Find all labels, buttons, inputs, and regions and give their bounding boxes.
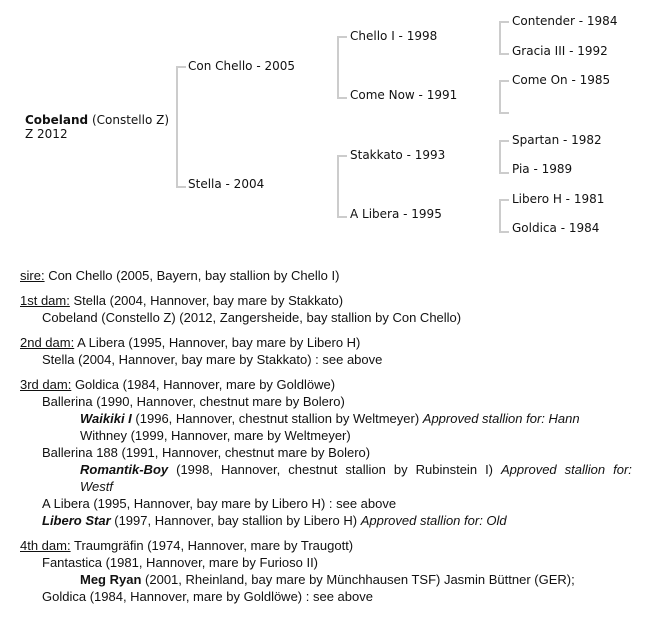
dam4-label: 4th dam:	[20, 538, 71, 553]
dam2-text: A Libera (1995, Hannover, bay mare by Libero H)	[77, 335, 361, 350]
dam3-offspring: Ballerina 188 (1991, Hannover, chestnut mare by Bolero)	[42, 445, 371, 460]
tree-dam[interactable]: Stella - 2004	[188, 177, 265, 191]
bracket-gen1	[176, 66, 186, 188]
word: (1998,	[176, 462, 213, 477]
subject-horse	[25, 113, 169, 141]
word: stallion	[345, 462, 386, 477]
dam3-offspring: Ballerina (1990, Hannover, chestnut mare by Bolero)	[42, 394, 345, 409]
approval-word: for:	[613, 462, 632, 477]
dam4-offspring: Goldica (1984, Hannover, mare by Goldlöwe) : see above	[42, 589, 373, 604]
tree-gen3-node[interactable]: Libero H - 1981	[512, 192, 605, 206]
dam3-grand-offspring	[20, 410, 660, 427]
tree-gen3-node[interactable]: Pia - 1989	[512, 162, 573, 176]
bracket-gen3-1	[499, 21, 509, 55]
offspring-details: (2001, Rheinland, bay mare by Münchhausen TSF) Jasmin Büttner (GER);	[145, 572, 575, 587]
approved-stallion-name: Romantik-Boy	[80, 462, 169, 477]
approval-note-continued: Westf	[80, 479, 113, 494]
approval-word: stallion	[564, 462, 606, 477]
sire-label: sire:	[20, 268, 45, 283]
dam4-text: Traumgräfin (1974, Hannover, mare by Traugott)	[73, 538, 354, 553]
approval-note: Approved stallion for: Old	[360, 513, 507, 528]
sire-text: Con Chello (2005, Bayern, bay stallion by Chello I)	[48, 268, 340, 283]
tree-gen2-node[interactable]: Come Now - 1991	[350, 88, 458, 102]
approval-note: Approved stallion for: Hann	[422, 411, 580, 426]
notable-horse-name: Meg Ryan	[80, 572, 142, 587]
word: chestnut	[288, 462, 338, 477]
justified-line	[80, 461, 632, 478]
approved-stallion-name: Libero Star	[42, 513, 111, 528]
dam1-offspring: Cobeland (Constello Z) (2012, Zangersheide, bay stallion by Con Chello)	[42, 310, 462, 325]
pedigree-text	[20, 267, 660, 605]
tree-gen3-node[interactable]: Gracia III - 1992	[512, 44, 608, 58]
subject-alias: (Constello Z)	[91, 113, 170, 127]
tree-sire[interactable]: Con Chello - 2005	[188, 59, 296, 73]
dam3-line	[20, 376, 660, 393]
bracket-gen3-4	[499, 199, 509, 233]
bracket-gen2-sire	[337, 36, 347, 99]
tree-gen3-node[interactable]: Goldica - 1984	[512, 221, 600, 235]
subject-name: Cobeland	[25, 113, 89, 127]
dam3-offspring: A Libera (1995, Hannover, bay mare by Libero H) : see above	[42, 496, 397, 511]
tree-gen3-node[interactable]: Spartan - 1982	[512, 133, 602, 147]
word: Rubinstein	[415, 462, 478, 477]
dam2-label: 2nd dam:	[20, 335, 75, 350]
approved-stallion-name: Waikiki I	[80, 411, 132, 426]
dam1-line	[20, 292, 660, 309]
tree-gen2-node[interactable]: Chello I - 1998	[350, 29, 438, 43]
dam4-offspring: Fantastica (1981, Hannover, mare by Furioso II)	[42, 555, 319, 570]
bracket-gen3-3	[499, 140, 509, 174]
offspring-details: (1997, Hannover, bay stallion by Libero H)	[114, 513, 358, 528]
dam3-label: 3rd dam:	[20, 377, 72, 392]
word: I)	[485, 462, 494, 477]
dam3-grand-offspring	[20, 461, 660, 478]
offspring-details: (1996, Hannover, chestnut stallion by Weltmeyer)	[135, 411, 420, 426]
dam3-grand-offspring: Withney (1999, Hannover, mare by Weltmeyer)	[80, 428, 351, 443]
dam3-text: Goldica (1984, Hannover, mare by Goldlöwe)	[74, 377, 336, 392]
dam1-text: Stella (2004, Hannover, bay mare by Stakkato)	[73, 293, 344, 308]
sire-line	[20, 267, 660, 284]
approval-word: Approved	[501, 462, 557, 477]
bracket-gen2-dam	[337, 155, 347, 218]
tree-gen3-node[interactable]: Contender - 1984	[512, 14, 618, 28]
tree-gen2-node[interactable]: A Libera - 1995	[350, 207, 442, 221]
dam4-grand-offspring	[20, 571, 660, 588]
dam3-offspring	[20, 512, 660, 529]
word: by	[393, 462, 408, 477]
tree-gen3-node[interactable]: Come On - 1985	[512, 73, 611, 87]
tree-gen2-node[interactable]: Stakkato - 1993	[350, 148, 446, 162]
subject-studbook-year: Z 2012	[25, 127, 68, 141]
bracket-gen3-2	[499, 80, 509, 114]
dam2-line	[20, 334, 660, 351]
dam2-offspring: Stella (2004, Hannover, bay mare by Stakkato) : see above	[42, 352, 383, 367]
word: Hannover,	[221, 462, 281, 477]
dam1-label: 1st dam:	[20, 293, 70, 308]
dam4-line	[20, 537, 660, 554]
